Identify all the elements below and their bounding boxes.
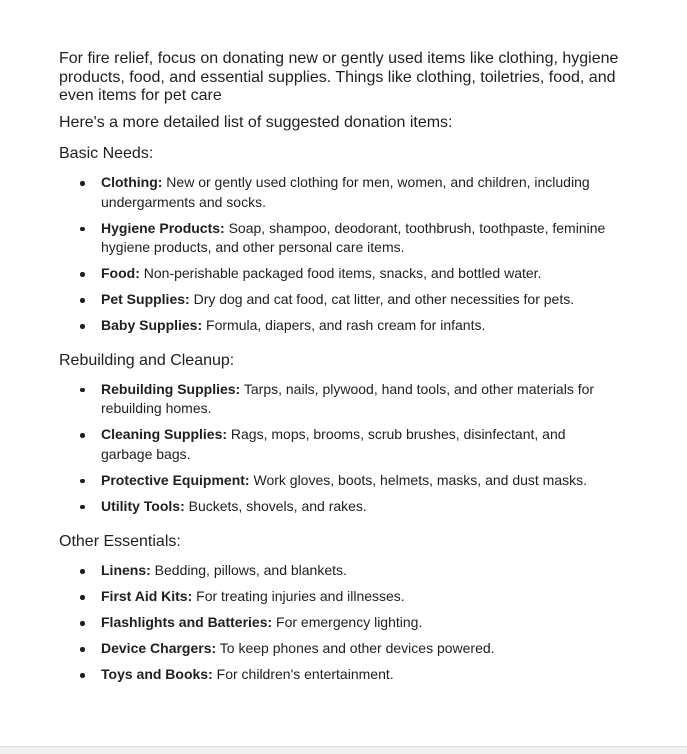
item-term: Protective Equipment: — [101, 471, 250, 488]
item-description: Rags, mops, brooms, scrub brushes, disinfectant, and garbage bags. — [101, 426, 566, 462]
item-description: Non-perishable packaged food items, snacks, and bottled water. — [139, 265, 542, 281]
section-heading-basic-needs: Basic Needs: — [59, 145, 154, 162]
item-term: Rebuilding Supplies: — [101, 380, 241, 397]
item-term: Baby Supplies: — [101, 317, 203, 333]
other-essentials-list — [59, 561, 619, 685]
item-description: Work gloves, boots, helmets, masks, and dust masks. — [249, 471, 588, 488]
item-description: Soap, shampoo, deodorant, toothbrush, toothpaste, feminine hygiene products, and other personal care items. — [101, 219, 606, 255]
item-description: To keep phones and other devices powered. — [216, 640, 495, 656]
list-item — [59, 561, 616, 581]
item-term: Device Chargers: — [101, 640, 217, 656]
list-item — [59, 425, 616, 464]
list-item — [59, 290, 616, 310]
list-item — [59, 639, 616, 659]
list-item — [59, 587, 616, 607]
item-description: Buckets, shovels, and rakes. — [184, 497, 367, 514]
item-term: Pet Supplies: — [101, 291, 190, 307]
list-item — [59, 497, 616, 517]
item-term: Cleaning Supplies: — [101, 426, 228, 442]
item-term: First Aid Kits: — [101, 588, 193, 604]
item-description: Formula, diapers, and rash cream for infants. — [202, 317, 486, 333]
list-item — [59, 380, 616, 419]
document-body[interactable] — [59, 50, 619, 691]
item-term: Clothing: — [101, 174, 163, 190]
item-term: Linens: — [101, 562, 151, 578]
item-term: Toys and Books: — [101, 666, 213, 682]
item-term: Food: — [101, 265, 140, 281]
window-bottom-edge — [0, 746, 687, 754]
item-term: Utility Tools: — [101, 497, 185, 514]
basic-needs-list — [59, 173, 619, 336]
section-heading-rebuilding-cleanup: Rebuilding and Cleanup: — [59, 351, 235, 369]
item-description: For children's entertainment. — [212, 666, 394, 682]
list-item — [59, 173, 616, 212]
item-description: New or gently used clothing for men, women, and children, including undergarments and socks. — [101, 174, 590, 210]
list-item — [59, 613, 616, 633]
item-description: Tarps, nails, plywood, hand tools, and other materials for rebuilding homes. — [101, 380, 595, 416]
list-item — [59, 665, 616, 685]
item-description: Bedding, pillows, and blankets. — [150, 562, 347, 578]
list-item — [59, 471, 616, 491]
list-item — [59, 316, 616, 336]
item-term: Hygiene Products: — [101, 219, 225, 236]
list-item — [59, 219, 616, 258]
intro-paragraph: For fire relief, focus on donating new or gently used items like clothing, hygiene products, food, and essential supplies. Things like clothing, toiletries, food, and even items for pet care — [59, 50, 619, 104]
section-heading-other-essentials: Other Essentials: — [59, 533, 181, 550]
item-description: Dry dog and cat food, cat litter, and other necessities for pets. — [189, 291, 575, 307]
item-description: For emergency lighting. — [272, 614, 423, 630]
lead-paragraph: Here's a more detailed list of suggested donation items: — [59, 113, 453, 131]
item-term: Flashlights and Batteries: — [101, 614, 273, 630]
list-item — [59, 264, 616, 284]
item-description: For treating injuries and illnesses. — [192, 588, 405, 604]
rebuilding-cleanup-list — [59, 380, 619, 517]
